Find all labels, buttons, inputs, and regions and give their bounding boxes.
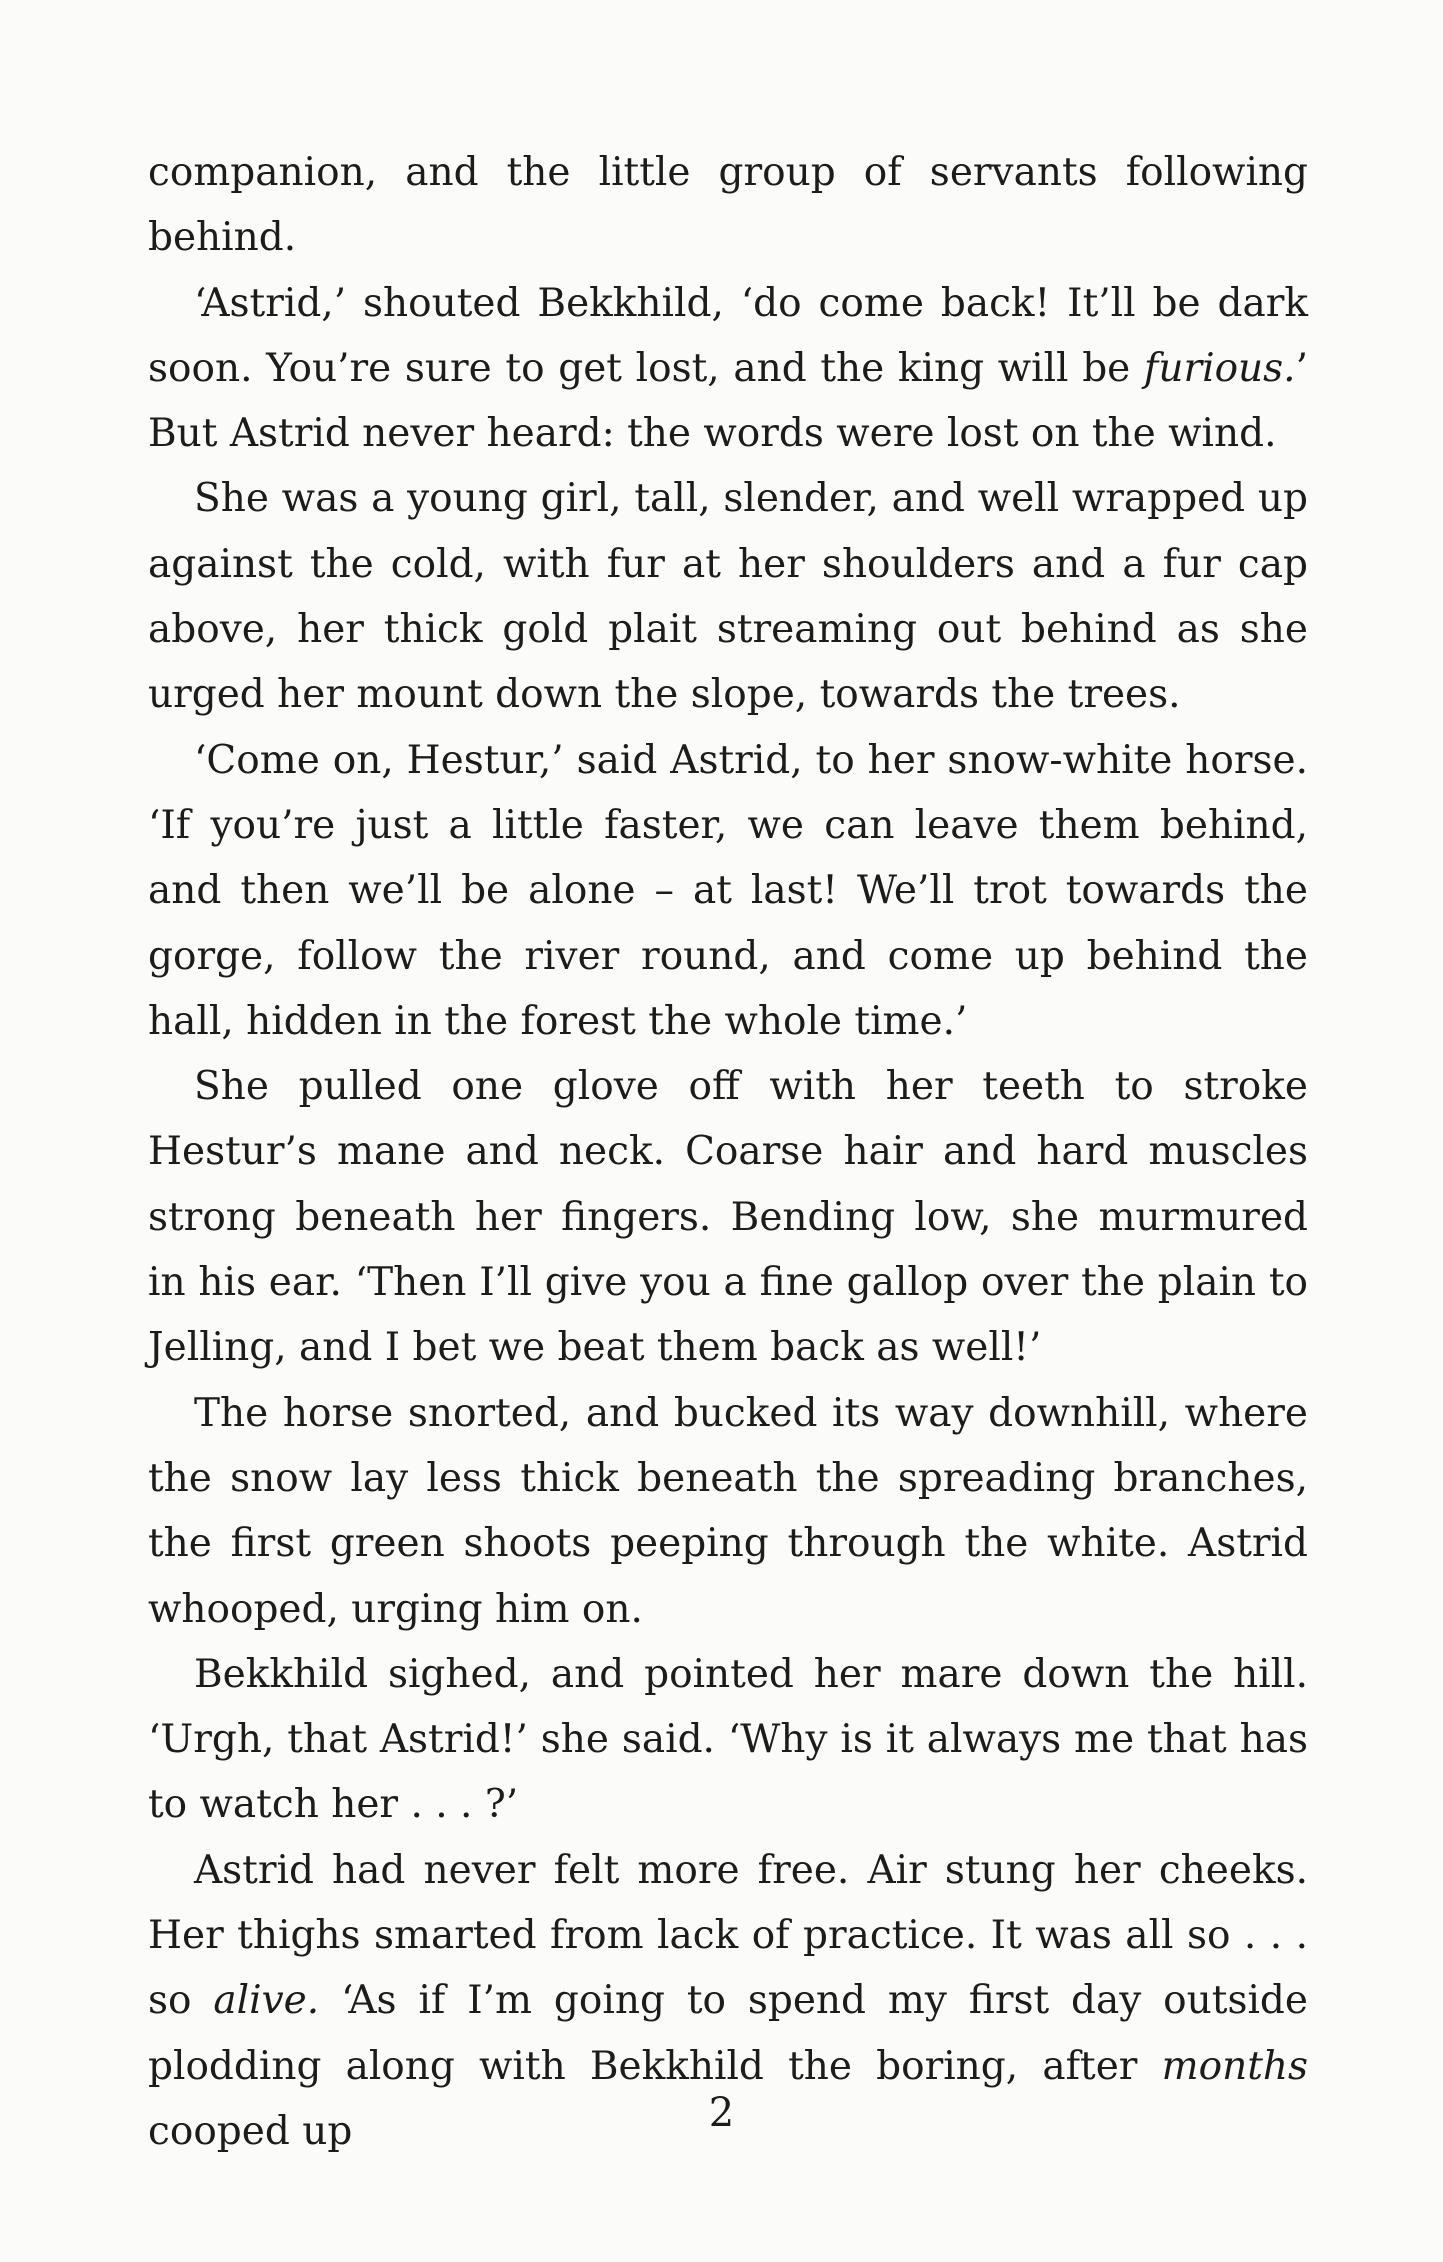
paragraph-3 <box>148 466 1308 727</box>
paragraph-2 <box>148 271 1308 467</box>
page-number: 2 <box>708 2090 735 2136</box>
italic-emphasis: alive. <box>213 1978 320 2024</box>
paragraph-5 <box>148 1054 1308 1380</box>
paragraph-text: The horse snorted, and bucked its way downhill, where the snow lay less thick beneath the spreading branches, the first green shoots peeping through the white. Astrid whooped, urging him on. <box>148 1390 1308 1632</box>
paragraph-4 <box>148 728 1308 1054</box>
paragraph-text: companion, and the little group of servants following behind. <box>148 150 1308 261</box>
page-body <box>148 140 1308 2164</box>
paragraph-text: ‘Astrid,’ shouted Bekkhild, ‘do come back! It’ll be dark soon. You’re sure to get lost, and the king will be <box>148 280 1308 391</box>
paragraph-text: Bekkhild sighed, and pointed her mare down the hill. ‘Urgh, that Astrid!’ she said. ‘Why is it always me that has to watch her . . . ?’ <box>148 1651 1308 1828</box>
paragraph-1 <box>148 140 1308 271</box>
paragraph-6 <box>148 1381 1308 1642</box>
italic-emphasis: months <box>1161 2043 1308 2089</box>
paragraph-text: She pulled one glove off with her teeth to stroke Hestur’s mane and neck. Coarse hair and hard muscles strong beneath her fingers. Bending low, she murmured in his ear. ‘Then I’ll give you a fine gallop over the plain to Jelling, and I bet we beat them back as well!’ <box>148 1064 1308 1371</box>
paragraph-text: cooped up <box>148 2108 353 2154</box>
paragraph-text: Astrid had never felt more free. Air stung her cheeks. Her thighs smarted from lack of practice. It was all so . . . so <box>148 1847 1308 2024</box>
paragraph-text: ’ But Astrid never heard: the words were lost on the wind. <box>148 345 1308 457</box>
paragraph-7 <box>148 1642 1308 1838</box>
italic-emphasis: furious. <box>1143 345 1296 391</box>
paragraph-text: ‘Come on, Hestur,’ said Astrid, to her snow-white horse. ‘If you’re just a little faster, we can leave them behind, and then we’ll be alone – at last! We’ll trot towards the gorge, follow the river round, and come up behind the hall, hidden in the forest the whole time.’ <box>148 737 1308 1044</box>
paragraph-text: ‘As if I’m going to spend my first day outside plodding along with Bekkhild the boring, after <box>148 1978 1308 2089</box>
paragraph-text: She was a young girl, tall, slender, and well wrapped up against the cold, with fur at her shoulders and a fur cap above, her thick gold plait streaming out behind as she urged her mount down the slope, towards the trees. <box>148 476 1308 718</box>
